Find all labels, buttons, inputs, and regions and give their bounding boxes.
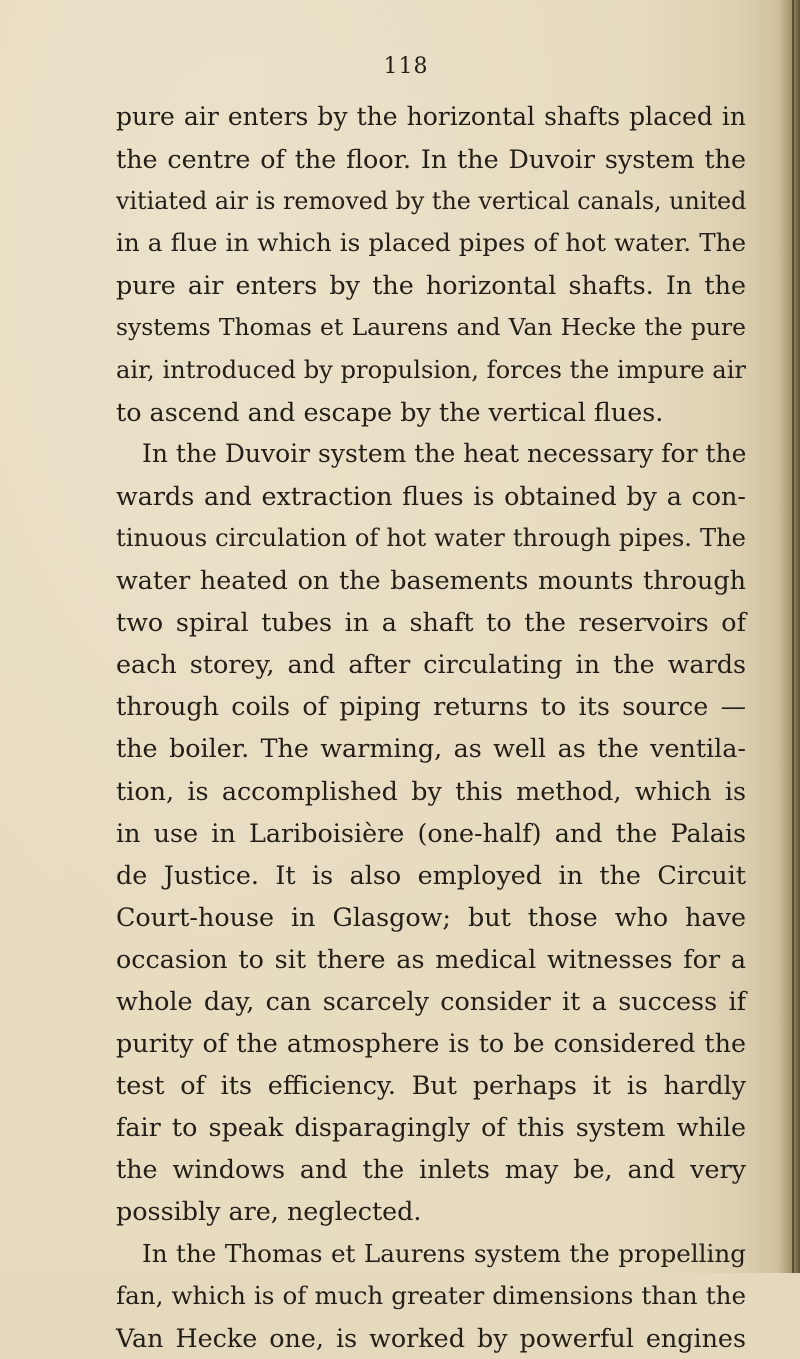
text-line: in a flue in which is placed pipes of hot water. The bbox=[116, 228, 746, 258]
text-line: pure air enters by the horizontal shafts placed in bbox=[116, 102, 746, 131]
text-line: wards and extraction flues is obtained by a con- bbox=[116, 480, 746, 511]
text-line: de Justice. It is also employed in the Circuit bbox=[116, 859, 746, 890]
text-line: tinuous circulation of hot water through pipes. The bbox=[116, 523, 746, 552]
text-line: In the Duvoir system the heat necessary for the bbox=[142, 438, 747, 468]
text-line: vitiated air is removed by the vertical canals, united bbox=[116, 187, 747, 216]
text-line: tion, is accomplished by this method, which is bbox=[116, 775, 746, 806]
body-text bbox=[116, 96, 746, 1359]
text-line: whole day, can scarcely consider it a success if bbox=[116, 985, 746, 1016]
text-line: Van Hecke one, is worked by powerful engines bbox=[116, 1322, 746, 1353]
text-line: each storey, and after circulating in the wards bbox=[116, 649, 746, 680]
page-number: 118 bbox=[383, 54, 429, 79]
text-line: two spiral tubes in a shaft to the reservoirs of bbox=[116, 607, 746, 638]
page-edge-shadow bbox=[778, 0, 800, 1273]
text-line: possibly are, neglected. bbox=[116, 1196, 422, 1227]
text-line: air, introduced by propulsion, forces the impure air bbox=[116, 355, 746, 384]
text-line: Court-house in Glasgow; but those who have bbox=[116, 901, 746, 932]
text-line: fan, which is of much greater dimensions than the bbox=[116, 1280, 746, 1310]
text-line: through coils of piping returns to its source — bbox=[116, 691, 746, 722]
text-line: In the Thomas et Laurens system the propelling bbox=[142, 1238, 746, 1268]
text-line: occasion to sit there as medical witnesses for a bbox=[116, 943, 746, 974]
text-line: test of its efficiency. But perhaps it is hardly bbox=[116, 1070, 746, 1101]
text-line: to ascend and escape by the vertical flues. bbox=[116, 396, 664, 427]
text-line: the boiler. The warming, as well as the ventila- bbox=[116, 733, 746, 764]
page-edge-line bbox=[792, 0, 794, 1273]
text-line: purity of the atmosphere is to be considered the bbox=[116, 1028, 746, 1059]
text-line: in use in Lariboisière (one-half) and the Palais bbox=[116, 817, 746, 848]
text-line: fair to speak disparagingly of this system while bbox=[116, 1112, 746, 1143]
text-line: pure air enters by the horizontal shafts. In the bbox=[116, 270, 746, 301]
text-line: water heated on the basements mounts through bbox=[116, 565, 746, 596]
text-line: systems Thomas et Laurens and Van Hecke the pure bbox=[116, 313, 746, 342]
text-line: the windows and the inlets may be, and very bbox=[116, 1154, 746, 1185]
text-line: the centre of the floor. In the Duvoir system the bbox=[116, 144, 746, 175]
